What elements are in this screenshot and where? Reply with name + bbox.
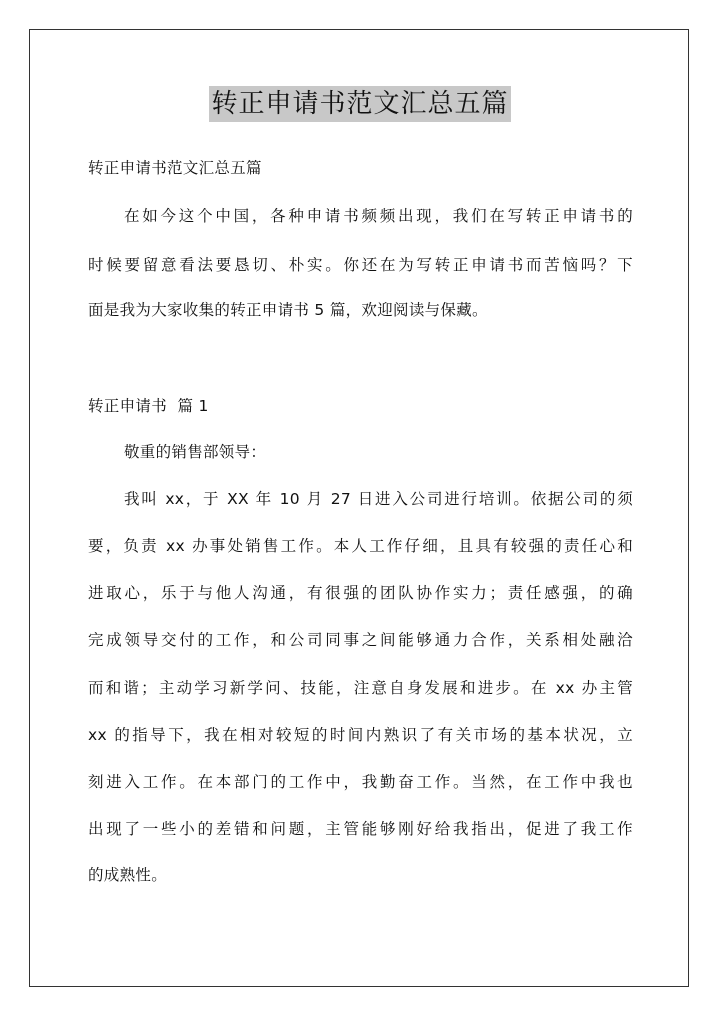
intro-line-2: 时候要留意看法要恳切、朴实。你还在为写转正申请书而苦恼吗？下 — [88, 256, 633, 274]
body-line-9: 的成熟性。 — [88, 866, 168, 884]
body-line-3: 进取心，乐于与他人沟通，有很强的团队协作实力；责任感强，的确 — [88, 584, 633, 602]
body-line-1: 我叫 xx，于 XX 年 10 月 27 日进入公司进行培训。依据公司的须 — [124, 490, 633, 508]
body-line-4: 完成领导交付的工作，和公司同事之间能够通力合作，关系相处融洽 — [88, 631, 633, 649]
document-subtitle: 转正申请书范文汇总五篇 — [88, 159, 262, 177]
body-line-7: 刻进入工作。在本部门的工作中，我勤奋工作。当然，在工作中我也 — [88, 773, 633, 791]
body-line-2: 要，负责 xx 办事处销售工作。本人工作仔细，且具有较强的责任心和 — [88, 537, 633, 555]
body-line-8: 出现了一些小的差错和问题，主管能够刚好给我指出，促进了我工作 — [88, 820, 633, 838]
body-line-5: 而和谐；主动学习新学问、技能，注意自身发展和进步。在 xx 办主管 — [88, 679, 633, 697]
section-heading: 转正申请书 篇 1 — [88, 397, 209, 415]
intro-line-3: 面是我为大家收集的转正申请书 5 篇，欢迎阅读与保藏。 — [88, 301, 488, 319]
title-container — [0, 86, 720, 122]
intro-line-1: 在如今这个中国，各种申请书频频出现，我们在写转正申请书的 — [124, 207, 633, 225]
salutation: 敬重的销售部领导： — [124, 443, 267, 461]
body-line-6: xx 的指导下，我在相对较短的时间内熟识了有关市场的基本状况，立 — [88, 726, 633, 744]
document-title: 转正申请书范文汇总五篇 — [209, 86, 510, 122]
